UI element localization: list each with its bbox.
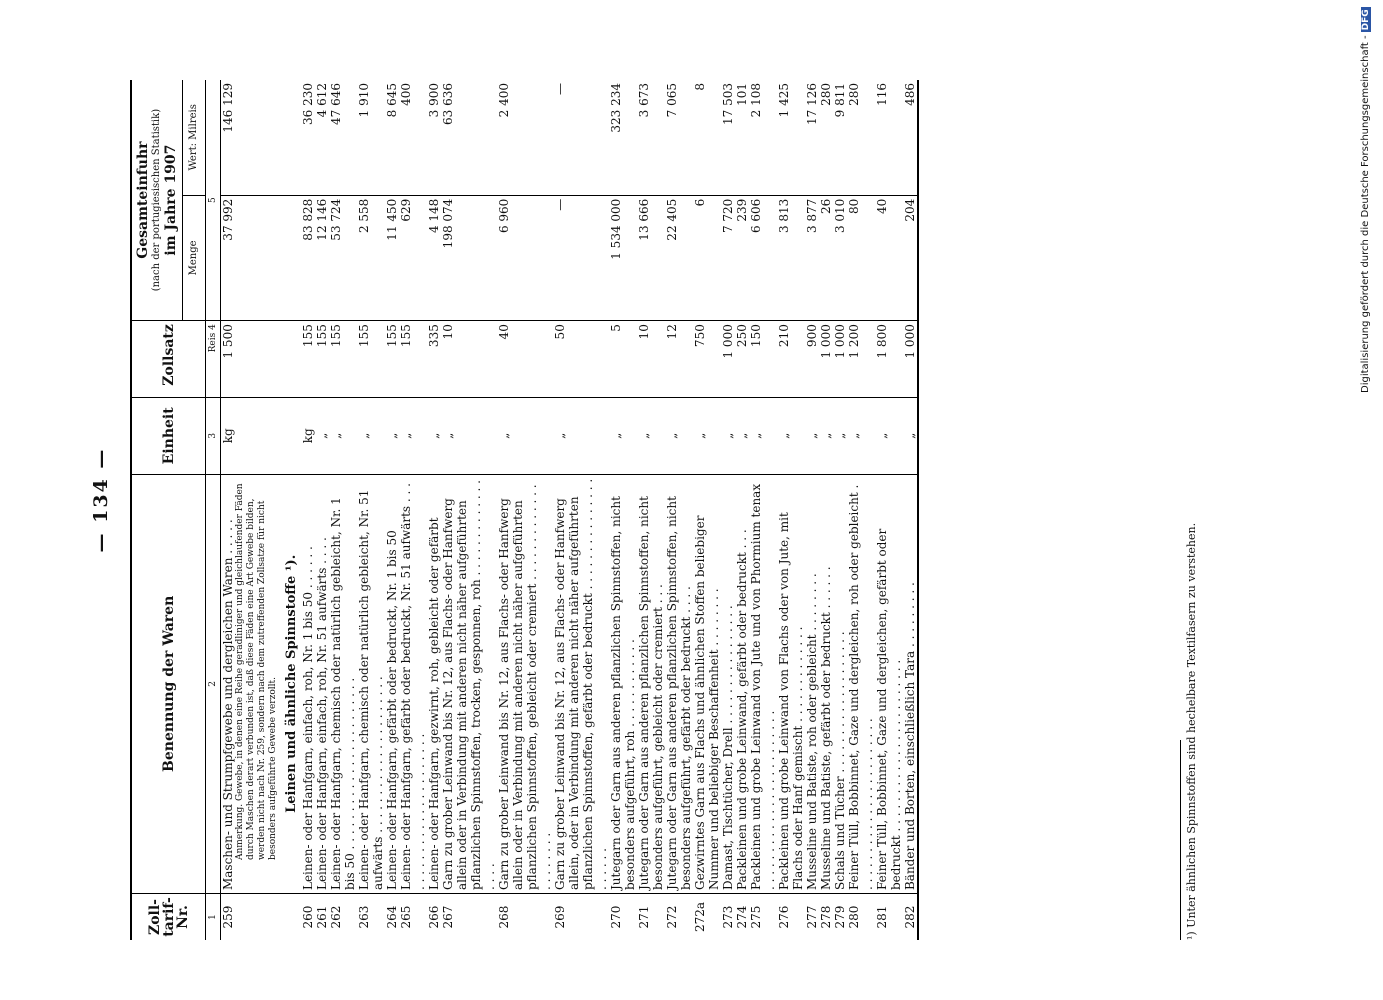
goods-name: Packleinen und grobe Leinwand von Jute und von Phormium tenax . . . . . . . . . . . . . . . . . . . . . . . .	[749, 474, 777, 893]
quantity: 26	[819, 195, 833, 320]
rotated-page-container	[90, 60, 1230, 940]
quantity: 629	[399, 195, 427, 320]
tariff-nr: 280	[847, 894, 875, 940]
duty-rate: 155	[385, 321, 399, 398]
value: 1 910	[357, 83, 371, 118]
table-row	[221, 80, 280, 940]
col-num-5: 5	[206, 80, 221, 321]
table-row	[329, 80, 357, 940]
col-num-4: Reis 4	[206, 321, 221, 398]
header-value: Wert: Milreis	[183, 80, 206, 195]
value: 2 400	[497, 83, 511, 118]
duty-rate: 900	[805, 321, 819, 398]
value: 280	[819, 83, 833, 106]
unit: „	[357, 397, 385, 474]
tariff-nr: 262	[329, 894, 357, 940]
duty-rate: 1 200	[847, 321, 875, 398]
table-row	[637, 80, 665, 940]
quantity: 204	[903, 195, 918, 320]
tariff-nr: 270	[609, 894, 637, 940]
quantity: 83 828	[301, 195, 315, 320]
value: 116	[875, 83, 889, 106]
table-row	[357, 80, 385, 940]
tariff-nr: 273	[721, 894, 735, 940]
header-total-import	[131, 80, 183, 321]
goods-name: Garn zu grober Leinwand bis Nr. 12, aus Flachs- oder Hanfwerg allein, oder in Verbindung mit anderen nicht näher aufgeführten pflanzlichen Spinnstoffen, gefärbt oder bedruckt . . . . . . . . . . . . . . . . . . . . .	[553, 474, 609, 893]
table-row	[665, 80, 693, 940]
table-row	[553, 80, 609, 940]
goods-name: Garn zu grober Leinwand bis Nr. 12, aus Flachs- oder Hanfwerg allein oder in Verbindung mit anderen nicht näher aufgeführten pflanzlichen Spinnstoffen, trocken, gesponnen, roh . . . . . . . . . . . . . . . . .	[441, 474, 497, 893]
duty-rate: 1 000	[721, 321, 735, 398]
tariff-nr: 272a	[693, 894, 721, 940]
table-row	[875, 80, 903, 940]
unit: „	[399, 397, 427, 474]
duty-rate: 250	[735, 321, 749, 398]
tariff-nr: 260	[301, 894, 315, 940]
value: 323 234	[609, 83, 623, 133]
tariff-nr: 271	[637, 894, 665, 940]
table-row	[693, 80, 721, 940]
goods-name: Packleinen und grobe Leinwand, gefärbt oder bedruckt . . .	[735, 474, 749, 893]
goods-name: Jutegarn oder Garn aus anderen pflanzlichen Spinnstoffen, nicht besonders aufgeführt, gefärbt oder bedruckt . . . .	[665, 474, 693, 893]
table-row	[427, 80, 441, 940]
quantity: 37 992	[221, 195, 280, 320]
unit: „	[427, 397, 441, 474]
unit: „	[637, 397, 665, 474]
value: 280	[847, 83, 861, 106]
header-total-import-source: (nach der portugiesischen Statistik)	[151, 108, 162, 292]
table-row	[903, 80, 918, 940]
col-num-2: 2	[206, 474, 221, 893]
duty-rate: 5	[609, 321, 637, 398]
tariff-nr: 259	[221, 894, 280, 940]
tariff-nr: 274	[735, 894, 749, 940]
table-row	[777, 80, 805, 940]
unit: „	[385, 397, 399, 474]
quantity: 40	[875, 195, 903, 320]
quantity: 22 405	[665, 195, 693, 320]
value: 2 108	[749, 83, 763, 118]
quantity: 13 666	[637, 195, 665, 320]
duty-rate: 40	[497, 321, 553, 398]
unit: „	[805, 397, 819, 474]
unit: „	[847, 397, 875, 474]
dfg-logo: DFG	[1361, 9, 1371, 31]
quantity: 7 720	[721, 195, 735, 320]
header-tariff-nr: Zoll-tarif-Nr.	[131, 894, 206, 940]
unit: „	[329, 397, 357, 474]
quantity: 3 813	[777, 195, 805, 320]
value: 7 065	[665, 83, 679, 118]
tariff-nr: 278	[819, 894, 833, 940]
table-row	[833, 80, 847, 940]
unit: „	[735, 397, 749, 474]
quantity: 198 074	[441, 195, 497, 320]
quantity: 53 724	[329, 195, 357, 320]
value: 9 811	[833, 83, 847, 118]
value: 3 673	[637, 83, 651, 118]
document-page	[90, 60, 1230, 940]
duty-rate: 750	[693, 321, 721, 398]
value: 47 646	[329, 83, 343, 125]
value: 63 636	[441, 83, 455, 125]
unit: „	[315, 397, 329, 474]
tariff-nr: 281	[875, 894, 903, 940]
quantity: 1 534 000	[609, 195, 637, 320]
quantity: 4 148	[427, 195, 441, 320]
duty-rate: 155	[315, 321, 329, 398]
goods-name: Garn zu grober Leinwand bis Nr. 12, aus Flachs- oder Hanfwerg allein oder in Verbindung mit anderen nicht näher aufgeführten pflanzlichen Spinnstoffen, gebleicht oder cremiert . . . . . . . . . . . . . . . . . . . . .	[497, 474, 553, 893]
table-row	[735, 80, 749, 940]
tariff-nr: 265	[399, 894, 427, 940]
header-total-import-title: Gesamteinfuhr	[135, 141, 151, 259]
duty-rate: 155	[301, 321, 315, 398]
goods-note: Anmerkung. Gewebe, in denen eine Reihe geradliniger und gleichlaufender Fäden durch Maschen derart verbunden ist, daß diese Fäden eine Art Gewebe bilden, werden nicht nach Nr. 259, sondern nach dem zutreffenden Zollsatze für nicht besonders aufgeführte Gewebe verzollt.	[235, 483, 278, 861]
header-unit: Einheit	[131, 397, 206, 474]
header-quantity: Menge	[183, 195, 206, 320]
value: 146 129	[221, 83, 235, 133]
goods-name: Gezwirntes Garn aus Flachs und ähnlichen Stoffen beliebiger Nummer und beliebiger Beschaffenheit . . . . . . . .	[693, 474, 721, 893]
unit: „	[903, 397, 918, 474]
unit: „	[819, 397, 833, 474]
table-row	[399, 80, 427, 940]
header-goods-name: Benennung der Waren	[131, 474, 206, 893]
unit: „	[441, 397, 497, 474]
tariff-nr: 267	[441, 894, 497, 940]
unit: „	[833, 397, 847, 474]
col-num-1: 1	[206, 894, 221, 940]
duty-rate: 1 800	[875, 321, 903, 398]
quantity: —	[553, 195, 609, 320]
dfg-notice-text: Digitalisierung gefördert durch die Deutsche Forschungsgemeinschaft -	[1360, 35, 1371, 393]
tariff-nr: 272	[665, 894, 693, 940]
table-row	[301, 80, 315, 940]
table-row	[497, 80, 553, 940]
value: 36 230	[301, 83, 315, 125]
duty-rate: 155	[357, 321, 385, 398]
quantity: 12 146	[315, 195, 329, 320]
duty-rate: 10	[441, 321, 497, 398]
value: 1 425	[777, 83, 791, 118]
quantity: 6 606	[749, 195, 777, 320]
table-row	[385, 80, 399, 940]
duty-rate: 210	[777, 321, 805, 398]
table-row	[609, 80, 637, 940]
tariff-nr: 275	[749, 894, 777, 940]
quantity: 3 010	[833, 195, 847, 320]
goods-name: Bänder und Borten, einschließlich Tara . . . . . . . . .	[903, 474, 918, 893]
duty-rate: 1 500	[221, 321, 280, 398]
goods-name: Leinen- oder Hanfgarn, chemisch oder natürlich gebleicht, Nr. 51 aufwärts . . . . . . . . . . . . . . . . . . . . .	[357, 474, 385, 893]
tariff-nr: 263	[357, 894, 385, 940]
unit: „	[749, 397, 777, 474]
value: 486	[903, 83, 917, 106]
table-row	[441, 80, 497, 940]
value: 101	[735, 83, 749, 106]
goods-name: Jutegarn oder Garn aus anderen pflanzlichen Spinnstoffen, nicht besonders aufgeführt, gebleicht oder cremiert . . .	[637, 474, 665, 893]
table-row	[315, 80, 329, 940]
goods-name: Damast, Tischtücher, Drell . . . . . . . . . . . . . . . .	[721, 474, 735, 893]
duty-rate: 12	[665, 321, 693, 398]
unit: „	[721, 397, 735, 474]
value: 8 645	[385, 83, 399, 118]
duty-rate: 1 000	[903, 321, 918, 398]
duty-rate: 10	[637, 321, 665, 398]
tariff-nr: 261	[315, 894, 329, 940]
value: 4 612	[315, 83, 329, 118]
value: —	[553, 83, 567, 95]
goods-name: Schals und Tücher . . . . . . . . . . . . . . . . . . .	[833, 474, 847, 893]
page-number: — 134 —	[90, 447, 112, 553]
quantity: 11 450	[385, 195, 399, 320]
goods-name: Maschen- und Strumpfgewebe und dergleichen Waren . . . . . Anmerkung. Gewebe, in denen eine Reihe geradliniger und gleichlaufender Fäden durch Maschen derart verbunden ist, daß diese Fäden eine Art Gewebe bilden, werden nicht nach Nr. 259, sondern nach dem zutreffenden Zollsatze für nicht besonders aufgeführte Gewebe verzollt.	[221, 474, 280, 893]
goods-name: Feiner Tüll, Bobbinnet, Gaze und dergleichen, roh oder gebleicht . . . . . . . . . . . . . . . . . . . . . . . .	[847, 474, 875, 893]
goods-name: Musseline und Batiste, gefärbt oder bedruckt . . . . . .	[819, 474, 833, 893]
goods-name: Leinen- oder Hanfgarn, gefärbt oder bedruckt, Nr. 1 bis 50	[385, 474, 399, 893]
tariff-nr: 282	[903, 894, 918, 940]
goods-name: Leinen- oder Hanfgarn, gezwirnt, roh, gebleicht oder gefärbt	[427, 474, 441, 893]
duty-rate: 1 000	[819, 321, 833, 398]
table-row	[721, 80, 735, 940]
goods-name: Leinen- oder Hanfgarn, gefärbt oder bedruckt, Nr. 51 aufwärts . . . . . . . . . . . . . . . . . . . . . . . .	[399, 474, 427, 893]
duty-rate: 50	[553, 321, 609, 398]
goods-name: Leinen- oder Hanfgarn, einfach, roh, Nr. 51 aufwärts . . . .	[315, 474, 329, 893]
tariff-nr: 266	[427, 894, 441, 940]
tariff-nr: 268	[497, 894, 553, 940]
duty-rate: 155	[399, 321, 427, 398]
tariff-nr: 279	[833, 894, 847, 940]
col-num-3: 3	[206, 397, 221, 474]
table-row	[749, 80, 777, 940]
duty-rate: 335	[427, 321, 441, 398]
tariff-nr: 264	[385, 894, 399, 940]
goods-name: Jutegarn oder Garn aus anderen pflanzlichen Spinnstoffen, nicht besonders aufgeführt, roh . . . . . . . . . . . .	[609, 474, 637, 893]
duty-rate: 155	[329, 321, 357, 398]
goods-name: Packleinen und grobe Leinwand von Flachs oder von Jute, mit Flachs oder Hanf gemischt . . . . . . . . . . . . .	[777, 474, 805, 893]
duty-rate: 1 000	[833, 321, 847, 398]
unit: „	[609, 397, 637, 474]
table-body	[221, 80, 919, 940]
table-row	[805, 80, 819, 940]
quantity: 239	[735, 195, 749, 320]
quantity: 6	[693, 195, 721, 320]
unit: „	[777, 397, 805, 474]
unit: „	[497, 397, 553, 474]
header-total-import-year: im Jahre 1907	[163, 144, 179, 256]
unit: „	[553, 397, 609, 474]
table-row	[847, 80, 875, 940]
tariff-nr: 276	[777, 894, 805, 940]
unit: „	[693, 397, 721, 474]
unit: kg	[221, 397, 280, 474]
tariff-table	[130, 80, 919, 940]
goods-name: Feiner Tüll, Bobbinnet, Gaze und dergleichen, gefärbt oder bedruckt . . . . . . . . . . . . . . . . . . . . . . .	[875, 474, 903, 893]
quantity: 3 877	[805, 195, 819, 320]
tariff-nr: 269	[553, 894, 609, 940]
quantity: 6 960	[497, 195, 553, 320]
value: 17 503	[721, 83, 735, 125]
header-duty-rate: Zollsatz	[131, 321, 206, 398]
value: 8	[693, 83, 707, 91]
value: 400	[399, 83, 413, 106]
value: 17 126	[805, 83, 819, 125]
unit: kg	[301, 397, 315, 474]
unit: „	[665, 397, 693, 474]
goods-name: Musseline und Batiste, roh oder gebleicht . . . . . . . .	[805, 474, 819, 893]
footnote: ¹) Unter ähnlichen Spinnstoffen sind hechelbare Textilfasern zu verstehen.	[1180, 740, 1198, 940]
value: 3 900	[427, 83, 441, 118]
unit: „	[875, 397, 903, 474]
quantity: 80	[847, 195, 875, 320]
tariff-nr: 277	[805, 894, 819, 940]
section-heading: Leinen und ähnliche Spinnstoffe ¹).	[279, 474, 301, 893]
dfg-notice	[1360, 8, 1374, 393]
table-row	[819, 80, 833, 940]
quantity: 2 558	[357, 195, 385, 320]
goods-name: Leinen- oder Hanfgarn, chemisch oder natürlich gebleicht, Nr. 1 bis 50 . . . . . . . . . . . . . . . . . . . . . . .	[329, 474, 357, 893]
goods-name: Leinen- oder Hanfgarn, einfach, roh, Nr. 1 bis 50 . . . . . .	[301, 474, 315, 893]
duty-rate: 150	[749, 321, 777, 398]
